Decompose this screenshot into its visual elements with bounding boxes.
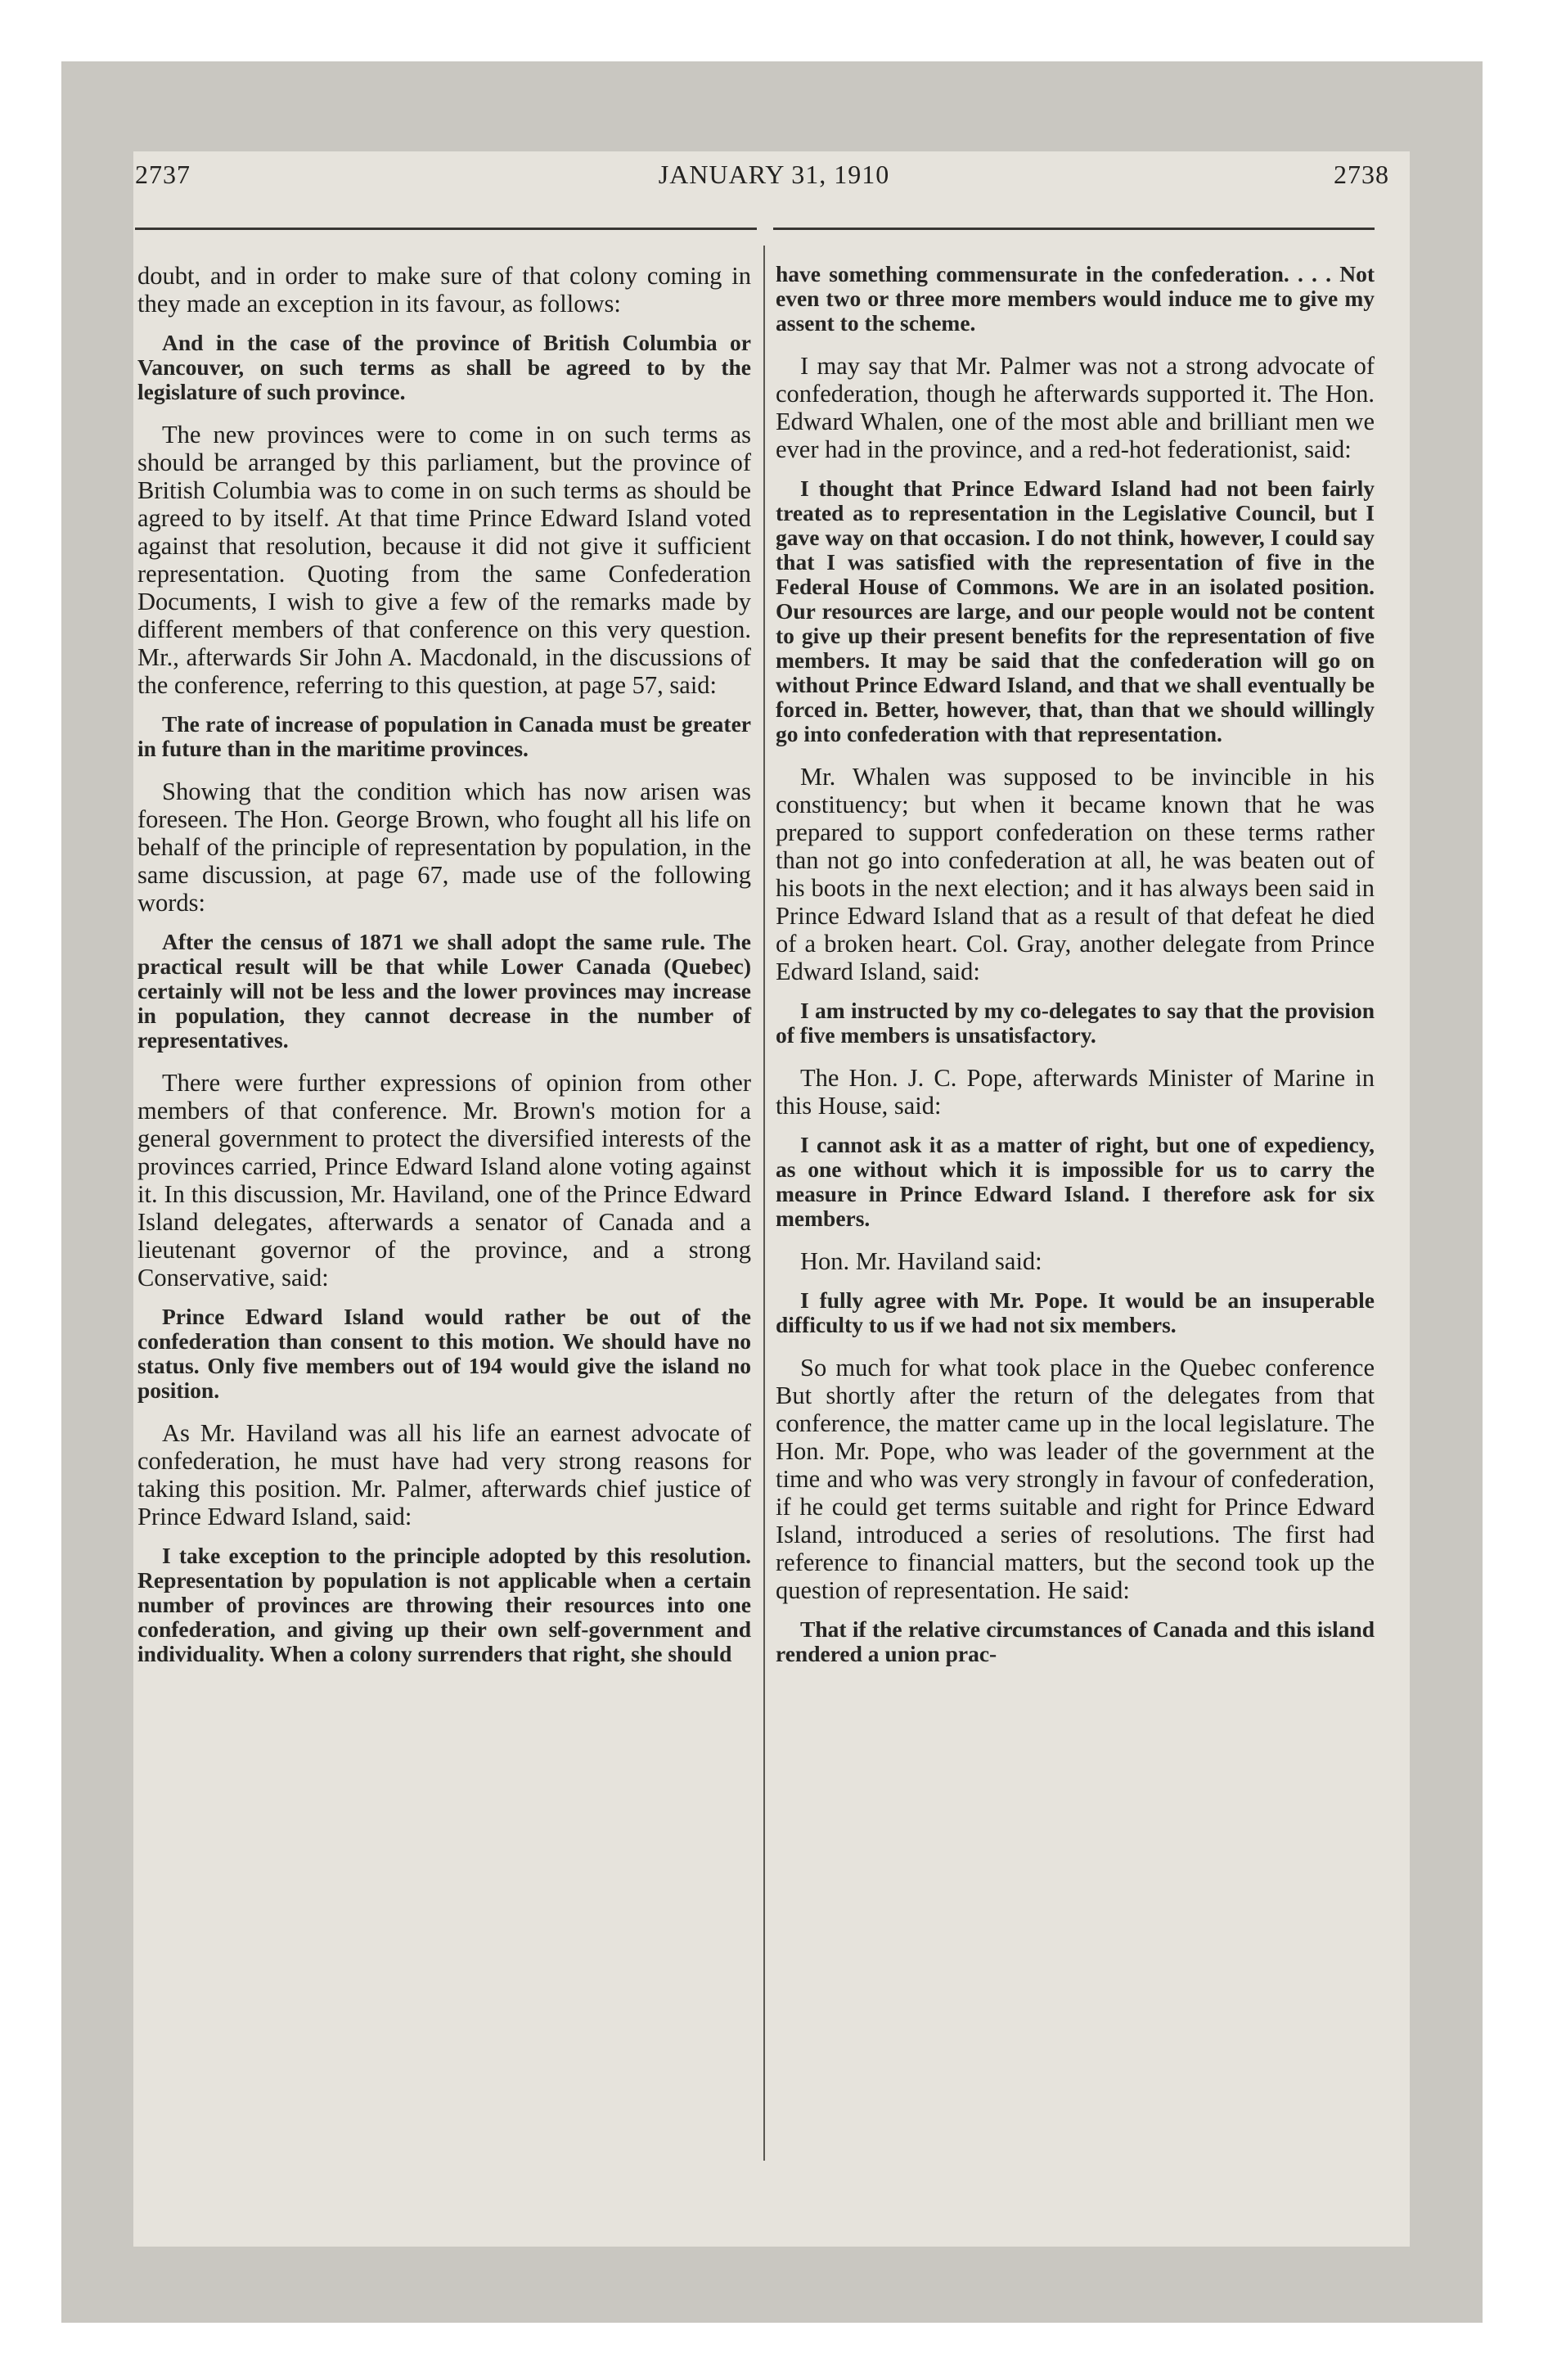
right-para-5: The Hon. J. C. Pope, afterwards Minister of Marine in this House, said: [776, 1064, 1375, 1120]
running-head-date: JANUARY 31, 1910 [658, 160, 890, 189]
right-para-1: I may say that Mr. Palmer was not a strong advocate of confederation, though he afterwards supported it. The Hon. Edward Whalen, one of the most able and brilliant men we ever had in the province, and a red-hot federationist, said: [776, 352, 1375, 463]
page-number-right: 2738 [1334, 160, 1389, 189]
right-para-0: have something commensurate in the confederation. . . . Not even two or three more members would induce me to give my assent to the scheme. [776, 261, 1375, 336]
left-para-4: Showing that the condition which has now arisen was foreseen. The Hon. George Brown, who fought all his life on behalf of the principle of representation by population, in the same discussion, at page 67, made use of the following words: [137, 778, 751, 917]
left-para-3: The rate of increase of population in Canada must be greater in future than in the maritime provinces. [137, 711, 751, 761]
column-divider [763, 246, 765, 2161]
left-para-5: After the census of 1871 we shall adopt the same rule. The practical result will be that while Lower Canada (Quebec) certainly will not be less and the lower provinces may increase in population, they cannot decrease in the number of representatives. [137, 929, 751, 1053]
left-para-9: I take exception to the principle adopted by this resolution. Representation by population is not applicable when a certain number of provinces are throwing their resources into one confederation, and giving up their own self-government and individuality. When a colony surrenders that right, she should [137, 1543, 751, 1666]
left-para-6: There were further expressions of opinion from other members of that conference. Mr. Brown's motion for a general government to protect the diversified interests of the provinces carried, Prince Edward Island alone voting against it. In this discussion, Mr. Haviland, one of the Prince Edward Island delegates, afterwards a senator of Canada and a lieutenant governor of the province, and a strong Conservative, said: [137, 1069, 751, 1291]
left-para-0: doubt, and in order to make sure of that colony coming in they made an exception in its favour, as follows: [137, 262, 751, 318]
right-para-10: That if the relative circumstances of Canada and this island rendered a union prac- [776, 1616, 1375, 1666]
right-para-6: I cannot ask it as a matter of right, but one of expediency, as one without which it is impossible for us to carry the measure in Prince Edward Island. I therefore ask for six members. [776, 1132, 1375, 1231]
header-rule-right [773, 228, 1375, 230]
right-para-9: So much for what took place in the Quebec conference But shortly after the return of the delegates from that conference, the matter came up in the local legislature. The Hon. Mr. Pope, who was leader of the government at the time and who was very strongly in favour of confederation, if he could get terms suitable and right for Prince Edward Island, introduced a series of resolutions. The first had reference to financial matters, but the second took up the question of representation. He said: [776, 1354, 1375, 1604]
left-para-7: Prince Edward Island would rather be out of the confederation than consent to this motion. We should have no status. Only five members out of 194 would give the island no position. [137, 1304, 751, 1403]
left-para-8: As Mr. Haviland was all his life an earnest advocate of confederation, he must have had very strong reasons for taking this position. Mr. Palmer, afterwards chief justice of Prince Edward Island, said: [137, 1419, 751, 1530]
right-para-7: Hon. Mr. Haviland said: [800, 1247, 1042, 1275]
left-para-2: The new provinces were to come in on such terms as should be arranged by this parliament, but the province of British Columbia was to come in on such terms as should be agreed to by itself. At that time Prince Edward Island voted against that resolution, because it did not give it sufficient representation. Quoting from the same Confederation Documents, I wish to give a few of the remarks made by different members of that conference on this very question. Mr., afterwards Sir John A. Macdonald, in the discussions of the conference, referring to this question, at page 57, said: [137, 421, 751, 699]
right-para-3: Mr. Whalen was supposed to be invincible in his constituency; but when it became known that he was prepared to support confederation on these terms rather than not go into confederation at all, he was beaten out of his boots in the next election; and it has always been said in Prince Edward Island that as a result of that defeat he died of a broken heart. Col. Gray, another delegate from Prince Edward Island, said: [776, 763, 1375, 985]
right-para-4: I am instructed by my co-delegates to say that the provision of five members is unsatisfactory. [776, 998, 1375, 1048]
left-para-1: And in the case of the province of British Columbia or Vancouver, on such terms as shall be agreed to by the legislature of such province. [137, 330, 751, 404]
right-para-8: I fully agree with Mr. Pope. It would be an insuperable difficulty to us if we had not six members. [776, 1287, 1375, 1337]
header-rule-left [135, 228, 757, 230]
right-column [776, 262, 1375, 1683]
left-column [137, 262, 751, 1683]
page-number-left: 2737 [135, 160, 191, 189]
right-para-2: I thought that Prince Edward Island had not been fairly treated as to representation in the Legislative Council, but I gave way on that occasion. I do not think, however, I could say that I was satisfied with the representation of five in the Federal House of Commons. We are in an isolated position. Our resources are large, and our people would not be content to give up their present benefits for the representation of five members. It may be said that the confederation will go on without Prince Edward Island, and that we shall eventually be forced in. Better, however, that, than that we should willingly go into confederation with that representation. [776, 476, 1375, 746]
